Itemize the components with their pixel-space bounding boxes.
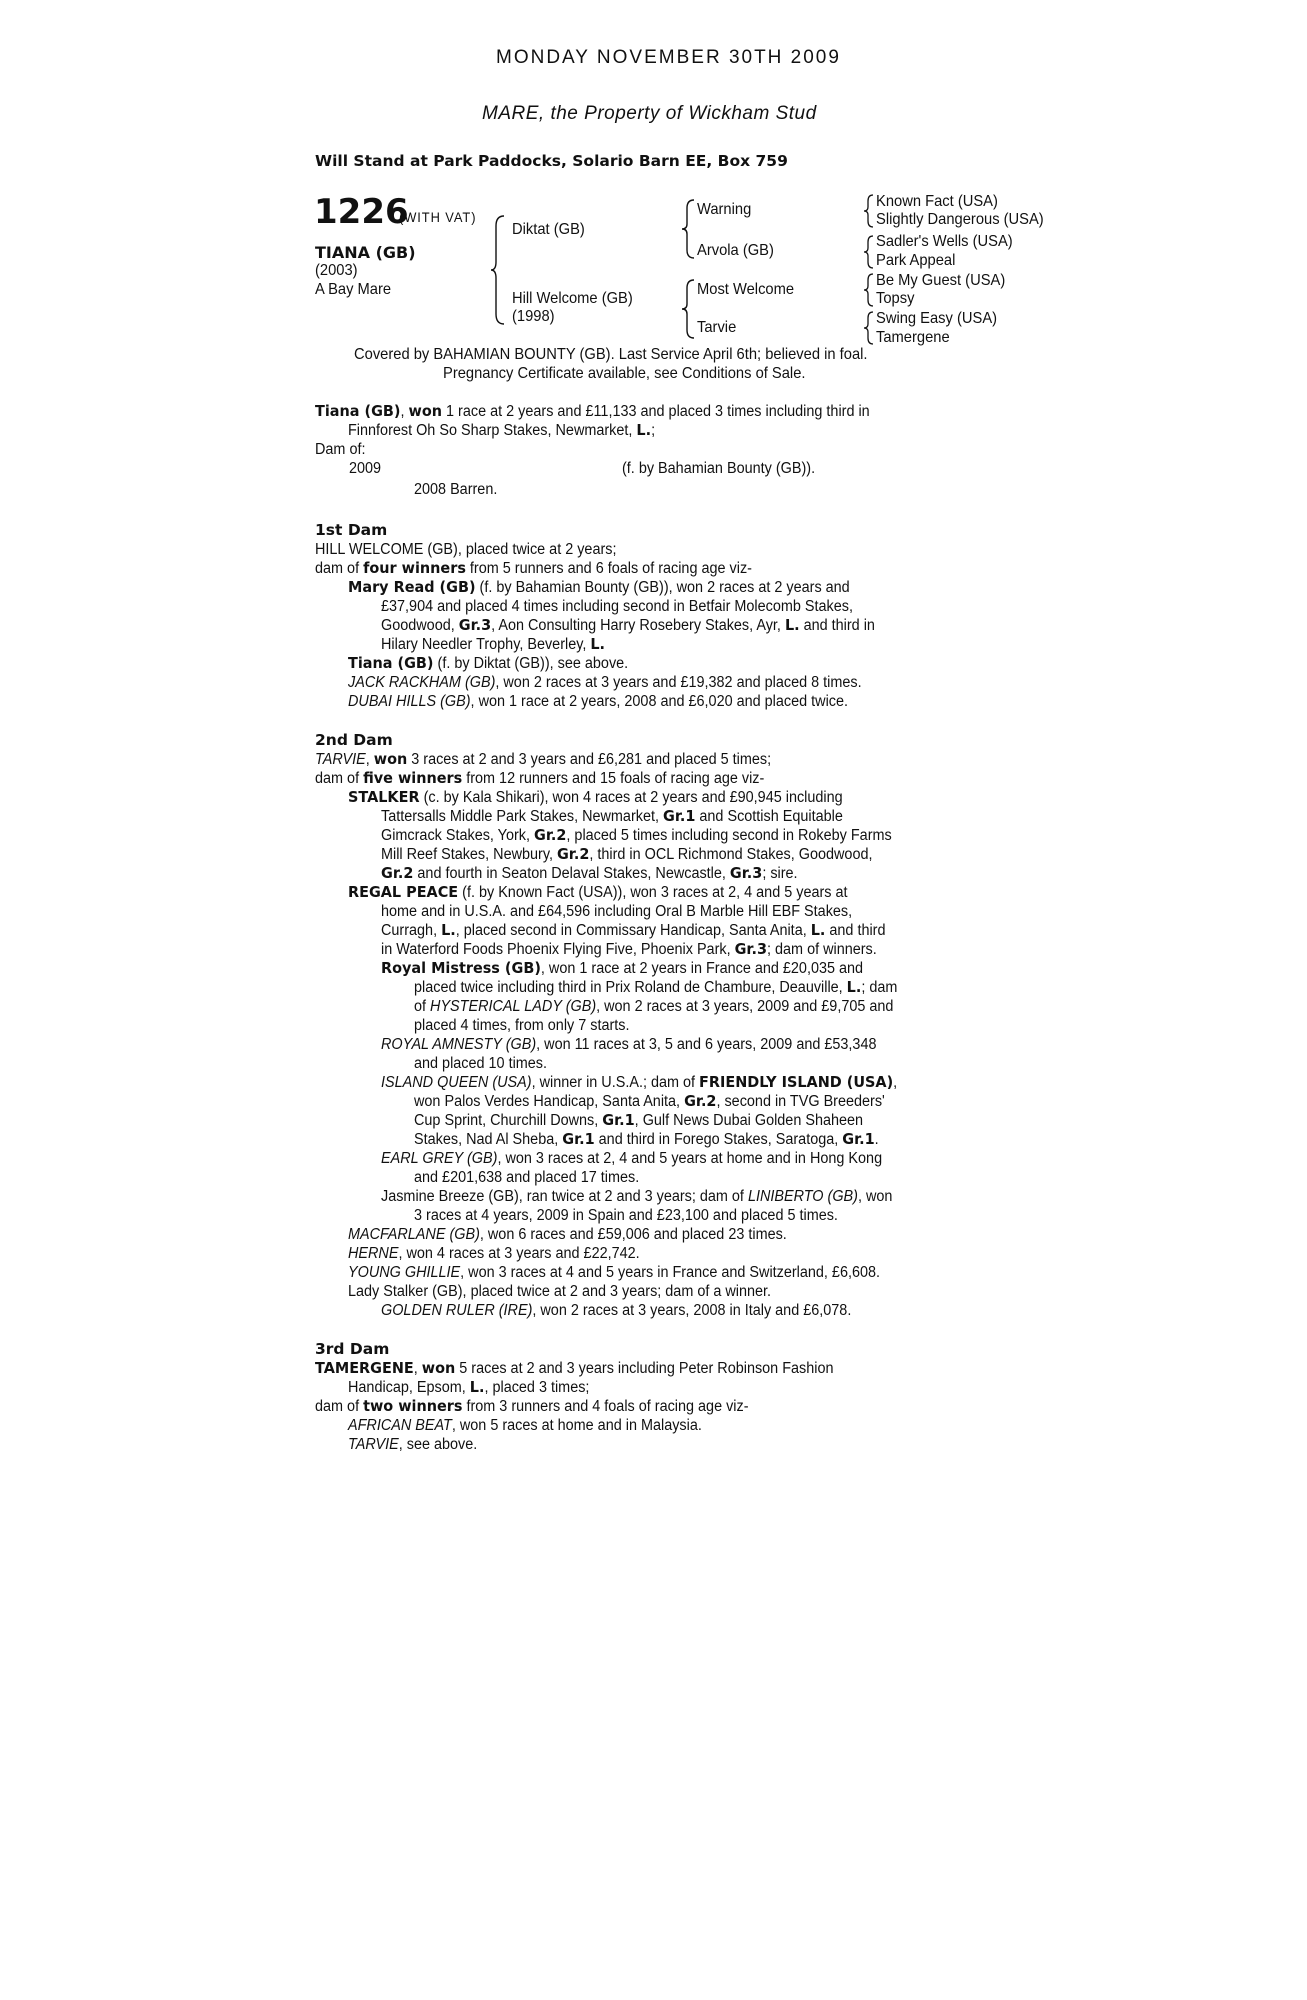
regal-peace-line4: in Waterford Foods Phoenix Flying Five, Phoenix Park, Gr.3; dam of winners. bbox=[381, 940, 877, 958]
horse-name: TIANA (GB) bbox=[315, 243, 416, 262]
ds-dam: Topsy bbox=[876, 290, 915, 307]
herne-line: HERNE, won 4 races at 3 years and £22,742. bbox=[348, 1245, 640, 1262]
island-queen-line1: ISLAND QUEEN (USA), winner in U.S.A.; dam of FRIENDLY ISLAND (USA), bbox=[381, 1073, 898, 1091]
tiana-sibling-line: Tiana (GB) (f. by Diktat (GB)), see above. bbox=[348, 654, 629, 672]
royal-amnesty-line1: ROYAL AMNESTY (GB), won 11 races at 3, 5 and 6 years, 2009 and £53,348 bbox=[381, 1036, 877, 1053]
third-dam-heading: 3rd Dam bbox=[315, 1340, 390, 1358]
dam-name: Hill Welcome (GB) bbox=[512, 290, 633, 307]
african-beat-line: AFRICAN BEAT, won 5 races at home and in Malaysia. bbox=[348, 1417, 702, 1434]
stalker-line1: STALKER (c. by Kala Shikari), won 4 races at 2 years and £90,945 including bbox=[348, 788, 843, 806]
first-dam-line1: HILL WELCOME (GB), placed twice at 2 years; bbox=[315, 541, 617, 558]
regal-peace-line2: home and in U.S.A. and £64,596 including Oral B Marble Hill EBF Stakes, bbox=[381, 903, 853, 920]
royal-mistress-line4: placed 4 times, from only 7 starts. bbox=[414, 1017, 630, 1034]
pedigree-brace-ss bbox=[862, 194, 874, 228]
tiana-record-line2: Finnforest Oh So Sharp Stakes, Newmarket, L.; bbox=[348, 421, 656, 439]
sire-name: Diktat (GB) bbox=[512, 221, 585, 238]
produce-2009-desc: (f. by Bahamian Bounty (GB)). bbox=[622, 460, 816, 477]
pregnancy-note: Pregnancy Certificate available, see Conditions of Sale. bbox=[443, 365, 806, 382]
dd-dam: Tamergene bbox=[876, 329, 950, 346]
ss-sire: Known Fact (USA) bbox=[876, 193, 998, 210]
jasmine-breeze-line2: 3 races at 4 years, 2009 in Spain and £23,100 and placed 5 times. bbox=[414, 1207, 838, 1224]
lot-number: 1226 bbox=[314, 192, 409, 232]
tamergene-line1: TAMERGENE, won 5 races at 2 and 3 years including Peter Robinson Fashion bbox=[315, 1359, 834, 1377]
jack-rackham-line: JACK RACKHAM (GB), won 2 races at 3 years and £19,382 and placed 8 times. bbox=[348, 674, 862, 691]
dd-sire: Swing Easy (USA) bbox=[876, 310, 998, 327]
second-dam-heading: 2nd Dam bbox=[315, 731, 393, 749]
young-ghillie-line: YOUNG GHILLIE, won 3 races at 4 and 5 years in France and Switzerland, £6,608. bbox=[348, 1264, 881, 1281]
covered-note: Covered by BAHAMIAN BOUNTY (GB). Last Service April 6th; believed in foal. bbox=[354, 346, 868, 363]
pedigree-brace-dd bbox=[862, 311, 874, 345]
sire-dam: Arvola (GB) bbox=[697, 242, 774, 259]
sale-date: MONDAY NOVEMBER 30TH 2009 bbox=[496, 47, 841, 68]
produce-2008: 2008 Barren. bbox=[414, 481, 498, 498]
golden-ruler-line: GOLDEN RULER (IRE), won 2 races at 3 years, 2008 in Italy and £6,078. bbox=[381, 1302, 852, 1319]
stalker-line5: Gr.2 and fourth in Seaton Delaval Stakes, Newcastle, Gr.3; sire. bbox=[381, 864, 798, 882]
dam-dam: Tarvie bbox=[697, 319, 737, 336]
earl-grey-line1: EARL GREY (GB), won 3 races at 2, 4 and 5 years at home and in Hong Kong bbox=[381, 1150, 883, 1167]
lot-title: MARE, the Property of Wickham Stud bbox=[482, 103, 817, 124]
pedigree-brace-dam bbox=[680, 278, 696, 340]
stalker-line4: Mill Reef Stakes, Newbury, Gr.2, third in OCL Richmond Stakes, Goodwood, bbox=[381, 845, 873, 863]
tarvie-line: TARVIE, won 3 races at 2 and 3 years and £6,281 and placed 5 times; bbox=[315, 750, 772, 768]
jasmine-breeze-line1: Jasmine Breeze (GB), ran twice at 2 and 3 years; dam of LINIBERTO (GB), won bbox=[381, 1188, 893, 1205]
island-queen-line4: Stakes, Nad Al Sheba, Gr.1 and third in Forego Stakes, Saratoga, Gr.1. bbox=[414, 1130, 879, 1148]
island-queen-line3: Cup Sprint, Churchill Downs, Gr.1, Gulf News Dubai Golden Shaheen bbox=[414, 1111, 864, 1129]
regal-peace-line1: REGAL PEACE (f. by Known Fact (USA)), won 3 races at 2, 4 and 5 years at bbox=[348, 883, 848, 901]
tarvie-see-above-line: TARVIE, see above. bbox=[348, 1436, 478, 1453]
dam-year: (1998) bbox=[512, 308, 555, 325]
ds-sire: Be My Guest (USA) bbox=[876, 272, 1006, 289]
pedigree-brace-main bbox=[490, 214, 506, 326]
first-dam-line2: dam of four winners from 5 runners and 6 foals of racing age viz- bbox=[315, 559, 752, 577]
stand-location: Will Stand at Park Paddocks, Solario Barn EE, Box 759 bbox=[315, 152, 788, 170]
horse-description: A Bay Mare bbox=[315, 281, 392, 298]
royal-mistress-line2: placed twice including third in Prix Roland de Chambure, Deauville, L.; dam bbox=[414, 978, 898, 996]
tiana-record-line1: Tiana (GB), won 1 race at 2 years and £11,133 and placed 3 times including third in bbox=[315, 402, 870, 420]
stalker-line2: Tattersalls Middle Park Stakes, Newmarket, Gr.1 and Scottish Equitable bbox=[381, 807, 843, 825]
pedigree-brace-sire bbox=[680, 198, 696, 260]
third-dam-produce-line: dam of two winners from 3 runners and 4 foals of racing age viz- bbox=[315, 1397, 749, 1415]
first-dam-heading: 1st Dam bbox=[315, 521, 388, 539]
mary-read-line4: Hilary Needler Trophy, Beverley, L. bbox=[381, 635, 606, 653]
mary-read-line2: £37,904 and placed 4 times including second in Betfair Molecomb Stakes, bbox=[381, 598, 853, 615]
mary-read-line1: Mary Read (GB) (f. by Bahamian Bounty (GB)), won 2 races at 2 years and bbox=[348, 578, 850, 596]
dam-of-label: Dam of: bbox=[315, 441, 366, 458]
second-dam-produce-line: dam of five winners from 12 runners and 15 foals of racing age viz- bbox=[315, 769, 765, 787]
royal-amnesty-line2: and placed 10 times. bbox=[414, 1055, 548, 1072]
earl-grey-line2: and £201,638 and placed 17 times. bbox=[414, 1169, 640, 1186]
island-queen-line2: won Palos Verdes Handicap, Santa Anita, Gr.2, second in TVG Breeders' bbox=[414, 1092, 885, 1110]
stalker-line3: Gimcrack Stakes, York, Gr.2, placed 5 times including second in Rokeby Farms bbox=[381, 826, 892, 844]
dubai-hills-line: DUBAI HILLS (GB), won 1 race at 2 years, 2008 and £6,020 and placed twice. bbox=[348, 693, 849, 710]
sire-sire: Warning bbox=[697, 201, 752, 218]
tamergene-line2: Handicap, Epsom, L., placed 3 times; bbox=[348, 1378, 590, 1396]
macfarlane-line: MACFARLANE (GB), won 6 races and £59,006 and placed 23 times. bbox=[348, 1226, 787, 1243]
sd-sire: Sadler's Wells (USA) bbox=[876, 233, 1013, 250]
sd-dam: Park Appeal bbox=[876, 252, 956, 269]
pedigree-brace-ds bbox=[862, 273, 874, 307]
royal-mistress-line1: Royal Mistress (GB), won 1 race at 2 years in France and £20,035 and bbox=[381, 959, 864, 977]
dam-sire: Most Welcome bbox=[697, 281, 795, 298]
pedigree-brace-sd bbox=[862, 235, 874, 269]
lady-stalker-line: Lady Stalker (GB), placed twice at 2 and 3 years; dam of a winner. bbox=[348, 1283, 772, 1300]
horse-year: (2003) bbox=[315, 262, 358, 279]
royal-mistress-line3: of HYSTERICAL LADY (GB), won 2 races at 3 years, 2009 and £9,705 and bbox=[414, 998, 894, 1015]
ss-dam: Slightly Dangerous (USA) bbox=[876, 211, 1044, 228]
produce-2009-year: 2009 bbox=[349, 460, 382, 477]
mary-read-line3: Goodwood, Gr.3, Aon Consulting Harry Rosebery Stakes, Ayr, L. and third in bbox=[381, 616, 875, 634]
vat-note: (WITH VAT) bbox=[399, 209, 477, 225]
regal-peace-line3: Curragh, L., placed second in Commissary Handicap, Santa Anita, L. and third bbox=[381, 921, 886, 939]
